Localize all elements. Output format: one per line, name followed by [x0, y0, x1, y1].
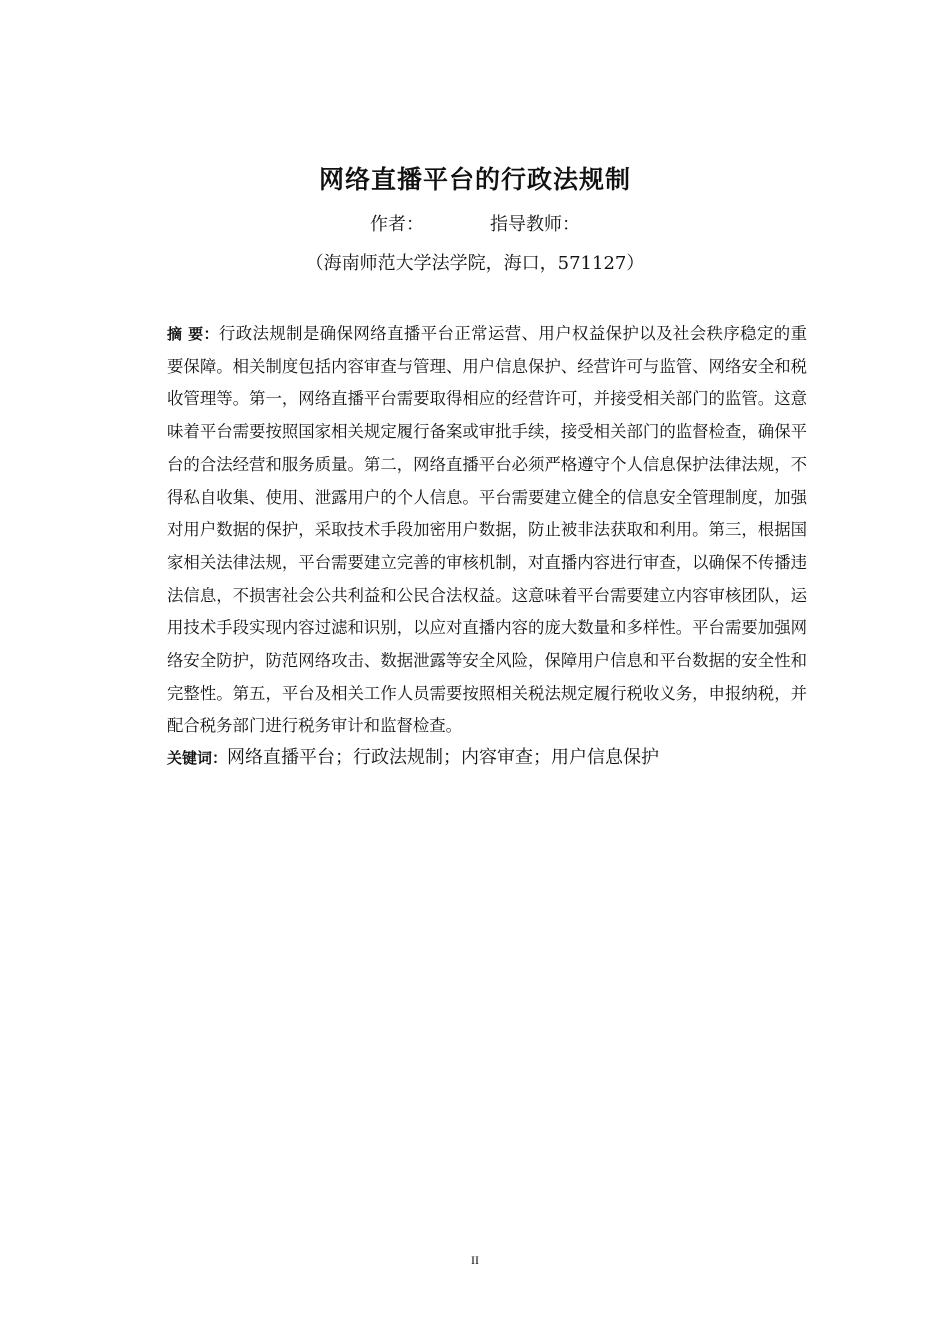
affiliation: （海南师范大学法学院，海口，571127） [305, 253, 645, 274]
author-label: 作者： [370, 214, 424, 235]
abstract-label: 摘 要： [167, 325, 219, 343]
author-line [0, 210, 950, 236]
advisor-label: 指导教师： [490, 214, 580, 235]
abstract-paragraph [167, 318, 807, 743]
abstract-text: 行政法规制是确保网络直播平台正常运营、用户权益保护以及社会秩序稳定的重要保障。相关制度包括内容审查与管理、用户信息保护、经营许可与监管、网络安全和税收管理等。第一，网络直播平台需要取得相应的经营许可，并接受相关部门的监管。这意味着平台需要按照国家相关规定履行备案或审批手续，接受相关部门的监督检查，确保平台的合法经营和服务质量。第二，网络直播平台必须严格遵守个人信息保护法律法规，不得私自收集、使用、泄露用户的个人信息。平台需要建立健全的信息安全管理制度，加强对用户数据的保护，采取技术手段加密用户数据，防止被非法获取和利用。第三，根据国家相关法律法规，平台需要建立完善的审核机制，对直播内容进行审查，以确保不传播违法信息，不损害社会公共利益和公民合法权益。这意味着平台需要建立内容审核团队，运用技术手段实现内容过滤和识别，以应对直播内容的庞大数量和多样性。平台需要加强网络安全防护，防范网络攻击、数据泄露等安全风险，保障用户信息和平台数据的安全性和完整性。第五，平台及相关工作人员需要按照相关税法规定履行税收义务，申报纳税，并配合税务部门进行税务审计和监督检查。 [167, 324, 807, 736]
keywords-label: 关键词： [167, 749, 228, 767]
page-title: 网络直播平台的行政法规制 [318, 165, 631, 194]
keywords-text: 网络直播平台；行政法规制；内容审查；用户信息保护 [227, 747, 660, 768]
page-number: II [471, 1253, 479, 1267]
keywords-line [167, 743, 807, 769]
